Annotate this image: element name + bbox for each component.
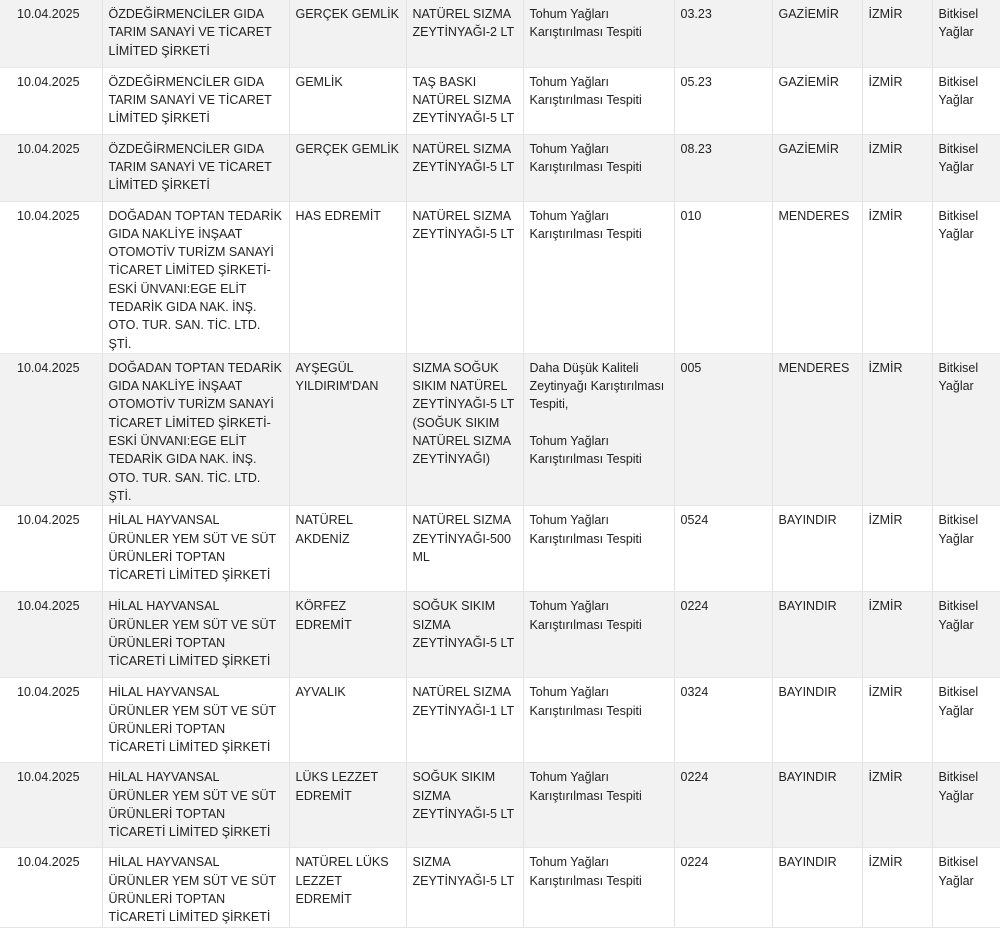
group-cell: Bitkisel Yağlar: [932, 848, 1000, 928]
province-cell: İZMİR: [862, 0, 932, 67]
province-cell: İZMİR: [862, 67, 932, 134]
finding-text: Tohum Yağları Karıştırılması Tespiti: [529, 770, 642, 803]
group-cell: Bitkisel Yağlar: [932, 592, 1000, 678]
finding-text: Tohum Yağları Karıştırılması Tespiti: [529, 141, 642, 174]
date-cell: 10.04.2025: [0, 592, 102, 678]
batch-cell: 005: [674, 353, 772, 505]
company-cell: ÖZDEĞİRMENCİLER GIDA TARIM SANAYİ VE TİCARET LİMİTED ŞİRKETİ: [102, 134, 289, 201]
product-cell: NATÜREL SIZMA ZEYTİNYAĞI-5 LT: [406, 134, 523, 201]
product-cell: TAŞ BASKI NATÜREL SIZMA ZEYTİNYAĞI-5 LT: [406, 67, 523, 134]
district-cell: GAZİEMİR: [772, 134, 862, 201]
group-cell: Bitkisel Yağlar: [932, 134, 1000, 201]
product-cell: NATÜREL SIZMA ZEYTİNYAĞI-1 LT: [406, 678, 523, 763]
province-cell: İZMİR: [862, 592, 932, 678]
district-cell: BAYINDIR: [772, 848, 862, 928]
product-cell: NATÜREL SIZMA ZEYTİNYAĞI-5 LT: [406, 201, 523, 353]
table-row: [0, 67, 1000, 134]
brand-cell: KÖRFEZ EDREMİT: [289, 592, 406, 678]
province-cell: İZMİR: [862, 506, 932, 592]
finding-cell: [523, 201, 674, 353]
company-cell: HİLAL HAYVANSAL ÜRÜNLER YEM SÜT VE SÜT ÜRÜNLERİ TOPTAN TİCARETİ LİMİTED ŞİRKETİ: [102, 506, 289, 592]
finding-text: Daha Düşük Kaliteli Zeytinyağı Karıştırılması Tespiti,: [529, 360, 665, 412]
batch-cell: 03.23: [674, 0, 772, 67]
finding-cell: [523, 0, 674, 67]
district-cell: BAYINDIR: [772, 763, 862, 848]
province-cell: İZMİR: [862, 201, 932, 353]
company-cell: ÖZDEĞİRMENCİLER GIDA TARIM SANAYİ VE TİCARET LİMİTED ŞİRKETİ: [102, 0, 289, 67]
district-cell: MENDERES: [772, 353, 862, 505]
province-cell: İZMİR: [862, 134, 932, 201]
brand-cell: LÜKS LEZZET EDREMİT: [289, 763, 406, 848]
table-row: [0, 353, 1000, 505]
district-cell: BAYINDIR: [772, 678, 862, 763]
brand-cell: GERÇEK GEMLİK: [289, 0, 406, 67]
finding-cell: [523, 506, 674, 592]
province-cell: İZMİR: [862, 763, 932, 848]
brand-cell: HAS EDREMİT: [289, 201, 406, 353]
product-cell: SIZMA ZEYTİNYAĞI-5 LT: [406, 848, 523, 928]
company-cell: ÖZDEĞİRMENCİLER GIDA TARIM SANAYİ VE TİCARET LİMİTED ŞİRKETİ: [102, 67, 289, 134]
date-cell: 10.04.2025: [0, 848, 102, 928]
date-cell: 10.04.2025: [0, 0, 102, 67]
batch-cell: 0224: [674, 848, 772, 928]
group-cell: Bitkisel Yağlar: [932, 67, 1000, 134]
table-row: [0, 763, 1000, 848]
finding-cell: [523, 592, 674, 678]
province-cell: İZMİR: [862, 678, 932, 763]
finding-text: Tohum Yağları Karıştırılması Tespiti: [529, 74, 642, 107]
group-cell: Bitkisel Yağlar: [932, 0, 1000, 67]
finding-text: Tohum Yağları Karıştırılması Tespiti: [529, 685, 642, 718]
batch-cell: 0224: [674, 592, 772, 678]
product-cell: SOĞUK SIKIM SIZMA ZEYTİNYAĞI-5 LT: [406, 592, 523, 678]
finding-cell: [523, 67, 674, 134]
finding-text: Tohum Yağları Karıştırılması Tespiti: [529, 855, 642, 888]
district-cell: BAYINDIR: [772, 592, 862, 678]
finding-text: Tohum Yağları Karıştırılması Tespiti: [529, 434, 642, 467]
date-cell: 10.04.2025: [0, 134, 102, 201]
brand-cell: GEMLİK: [289, 67, 406, 134]
date-cell: 10.04.2025: [0, 678, 102, 763]
district-cell: MENDERES: [772, 201, 862, 353]
batch-cell: 010: [674, 201, 772, 353]
company-cell: HİLAL HAYVANSAL ÜRÜNLER YEM SÜT VE SÜT ÜRÜNLERİ TOPTAN TİCARETİ LİMİTED ŞİRKETİ: [102, 763, 289, 848]
finding-cell: [523, 134, 674, 201]
province-cell: İZMİR: [862, 353, 932, 505]
finding-cell: [523, 848, 674, 928]
province-cell: İZMİR: [862, 848, 932, 928]
table-row: [0, 0, 1000, 67]
company-cell: HİLAL HAYVANSAL ÜRÜNLER YEM SÜT VE SÜT ÜRÜNLERİ TOPTAN TİCARETİ LİMİTED ŞİRKETİ: [102, 678, 289, 763]
company-cell: DOĞADAN TOPTAN TEDARİK GIDA NAKLİYE İNŞAAT OTOMOTİV TURİZM SANAYİ TİCARET LİMİTED ŞİRKETİ-ESKİ ÜNVANI:EGE ELİT TEDARİK GIDA NAK. İNŞ. OTO. TUR. SAN. TİC. LTD. ŞTİ.: [102, 201, 289, 353]
finding-text: Tohum Yağları Karıştırılması Tespiti: [529, 513, 642, 546]
company-cell: DOĞADAN TOPTAN TEDARİK GIDA NAKLİYE İNŞAAT OTOMOTİV TURİZM SANAYİ TİCARET LİMİTED ŞİRKETİ-ESKİ ÜNVANI:EGE ELİT TEDARİK GIDA NAK. İNŞ. OTO. TUR. SAN. TİC. LTD. ŞTİ.: [102, 353, 289, 505]
product-cell: SIZMA SOĞUK SIKIM NATÜREL ZEYTİNYAĞI-5 LT (SOĞUK SIKIM NATÜREL SIZMA ZEYTİNYAĞI): [406, 353, 523, 505]
group-cell: Bitkisel Yağlar: [932, 763, 1000, 848]
date-cell: 10.04.2025: [0, 201, 102, 353]
finding-cell: [523, 763, 674, 848]
product-cell: NATÜREL SIZMA ZEYTİNYAĞI-500 ML: [406, 506, 523, 592]
brand-cell: NATÜREL AKDENİZ: [289, 506, 406, 592]
brand-cell: NATÜREL LÜKS LEZZET EDREMİT: [289, 848, 406, 928]
paragraph-gap: [530, 414, 668, 432]
district-cell: GAZİEMİR: [772, 0, 862, 67]
district-cell: GAZİEMİR: [772, 67, 862, 134]
finding-cell: [523, 353, 674, 505]
district-cell: BAYINDIR: [772, 506, 862, 592]
date-cell: 10.04.2025: [0, 67, 102, 134]
table-row: [0, 848, 1000, 928]
batch-cell: 0324: [674, 678, 772, 763]
brand-cell: AYŞEGÜL YILDIRIM'DAN: [289, 353, 406, 505]
brand-cell: AYVALIK: [289, 678, 406, 763]
date-cell: 10.04.2025: [0, 763, 102, 848]
finding-text: Tohum Yağları Karıştırılması Tespiti: [529, 208, 642, 241]
table-row: [0, 134, 1000, 201]
finding-text: Tohum Yağları Karıştırılması Tespiti: [529, 599, 642, 632]
company-cell: HİLAL HAYVANSAL ÜRÜNLER YEM SÜT VE SÜT ÜRÜNLERİ TOPTAN TİCARETİ LİMİTED ŞİRKETİ: [102, 848, 289, 928]
batch-cell: 0524: [674, 506, 772, 592]
company-cell: HİLAL HAYVANSAL ÜRÜNLER YEM SÜT VE SÜT ÜRÜNLERİ TOPTAN TİCARETİ LİMİTED ŞİRKETİ: [102, 592, 289, 678]
batch-cell: 0224: [674, 763, 772, 848]
group-cell: Bitkisel Yağlar: [932, 506, 1000, 592]
table-row: [0, 506, 1000, 592]
date-cell: 10.04.2025: [0, 353, 102, 505]
batch-cell: 05.23: [674, 67, 772, 134]
group-cell: Bitkisel Yağlar: [932, 678, 1000, 763]
finding-text: Tohum Yağları Karıştırılması Tespiti: [529, 7, 642, 40]
product-cell: SOĞUK SIKIM SIZMA ZEYTİNYAĞI-5 LT: [406, 763, 523, 848]
brand-cell: GERÇEK GEMLİK: [289, 134, 406, 201]
date-cell: 10.04.2025: [0, 506, 102, 592]
product-cell: NATÜREL SIZMA ZEYTİNYAĞI-2 LT: [406, 0, 523, 67]
table-row: [0, 201, 1000, 353]
group-cell: Bitkisel Yağlar: [932, 201, 1000, 353]
group-cell: Bitkisel Yağlar: [932, 353, 1000, 505]
table-row: [0, 592, 1000, 678]
table-row: [0, 678, 1000, 763]
finding-cell: [523, 678, 674, 763]
batch-cell: 08.23: [674, 134, 772, 201]
